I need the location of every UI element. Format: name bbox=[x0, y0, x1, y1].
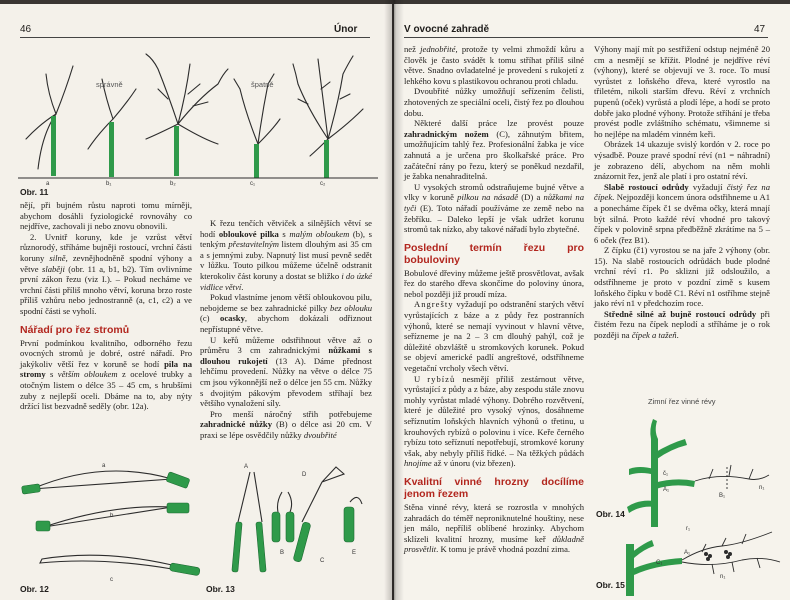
page-number: 47 bbox=[754, 24, 766, 35]
fig12-letter-b: b bbox=[110, 513, 114, 519]
fig14-label-c1: č₁ bbox=[663, 471, 669, 477]
fig13-letter-A: A bbox=[244, 464, 249, 470]
page-number: 46 bbox=[20, 24, 32, 35]
paragraph: 2. Uvnitř koruny, kde je vzrůst větví různorodý, stříháme bujněji rostoucí, vrchní části koruny silně, zevnějhodněně spodní výhony a větve slaběji (obr. 11 a, b1, b2). Tím ovlivníme první zákon řezu (viz I.). – Pokud necháme ve vrchní části příliš mnoho větví, koruna brzo roste příliš vzhůru nebo jednostranně (a, c1, c2) a ve spodní části se vyholí. bbox=[20, 231, 192, 316]
fig14-label-n1: n₁ bbox=[759, 485, 765, 491]
fig15-label-A1: A₁ bbox=[684, 550, 691, 556]
figure-14-vine bbox=[609, 409, 779, 529]
left-col-1 bbox=[20, 200, 192, 412]
fig15-label-n1: n₁ bbox=[720, 574, 726, 580]
fig13-letter-B: B bbox=[280, 550, 285, 556]
paragraph: Výhony mají mít po sestřižení odstup nejméně 20 cm a nesmějí se křížit. Plodné je nejdříve réví (výhony), které se objevují ve 3. roce. To musí vyrůstet z loňského dřeva, které vyrostlo na třiletém, nikoli starším dřevu. Réví z vrchních pupenů (oček) vyrůstá a plodí lépe, a hodí se proto dobře jako plodné výhony. Protože stříhání je třeba provést podle zvláštního schématu, všimneme si ho nejlépe na mladém vinném keři. bbox=[594, 44, 770, 139]
book-gutter-shadow bbox=[384, 0, 404, 600]
paragraph: Pro menší náročný střih potřebujeme zahradnické nůžky (B) o délce asi 20 cm. V praxi se lépe osvědčily nůžky dvoubřité bbox=[200, 408, 372, 440]
fig14-label-B1: B₁ bbox=[719, 493, 726, 499]
label-spravne: správně bbox=[96, 80, 123, 89]
running-head: Únor bbox=[334, 24, 358, 35]
fig11-letter-a: a bbox=[46, 181, 50, 187]
paragraph: U vysokých stromů odstraňujeme bujné větve a vlky v koruně pilkou na násadě (D) a nůžkami na tyči (E). Toto nářadí používáme ze země nebo na žebříku. – Daleko lepší je však udržet korunu stromů tak nízko, aby takové nářadí bylo zbytečné. bbox=[404, 181, 585, 235]
paragraph: než jednobřité, protože ty velmi zhmoždí kůru a člověk je často svádět k tomu stříhat příliš silné větve. Snadno ovladatelné je provedení s rukojetí z lehkého kovu s plastikovou ochranou proti chladu. bbox=[404, 44, 584, 86]
fig15-label-r1: r₁ bbox=[686, 526, 691, 532]
caption-fig15: Obr. 15 bbox=[596, 580, 625, 590]
paragraph: Dvoubřité nůžky umožňují seřízením čelisti, zhotovených ze speciální oceli, čistý řez po dlouhou dobu. bbox=[404, 86, 584, 118]
fig13-letter-C: C bbox=[320, 558, 325, 564]
fig13-letter-D: D bbox=[302, 472, 307, 478]
fig14-label-A1: A₁ bbox=[663, 487, 670, 493]
figure-13-pruners bbox=[232, 462, 367, 582]
paragraph: U keřů můžeme odstřihnout větve až o průměru 3 cm zahradnickými nůžkami s dlouhou rukojetí (13 A). Dáme přednost lehčímu provedení. Nůžky na větve o délce 75 cm jsou výkonnější než o délce jen 55 cm. Nůžky s dvojitým pákovým převodem stříhají bez většího vynaložení síly. bbox=[200, 334, 373, 409]
caption-fig12: Obr. 12 bbox=[20, 584, 49, 594]
heading-late-term: Poslední termín řezu pro bobuloviny bbox=[404, 241, 584, 266]
paragraph: U rybízů nesmějí příliš zestárnout větve, vyrůstající z půdy a z báze, aby zespodu stále znovu mohly vyrůstat mladé výhony. Dobrého rozvětvení, které je důležité pro vysoký výnos, dosáhneme seříznutím loňských hlavních výhonů o třetinu, u krouhových rybízů o polovinu i více. Keře černého rybízu toto seříznutí nepotřebují, stromkové koruny však, aby nebyly příliš řídké. – Na těžkých půdách hnojíme až v únoru (viz březen). bbox=[404, 373, 584, 469]
fig12-letter-c: c bbox=[110, 577, 113, 583]
left-page bbox=[0, 4, 392, 600]
paragraph: Z čípku (č1) vyrostou se na jaře 2 výhony (obr. 15). Na slabě rostoucích odrůdách bude plodné vrchní réví r1. Po sklizni již odsloužilo, a odstříhneme je proto v pozdní zimě s kusem loňského čípku v bodě C1. Réví n1 ostříhme stejně jako réví n1 v předchozím roce. bbox=[594, 245, 770, 309]
header-rule bbox=[404, 37, 768, 38]
heading-tools: Nářadí pro řez stromů bbox=[20, 323, 130, 336]
paragraph: Pokud vlastníme jenom větší obloukovou pilu, nebojdeme se bez zahradnické pilky bez oblouku (c) ocasky, abychom dokázali odřiznout nepřístupné větve. bbox=[200, 292, 373, 334]
figure-11-illustration bbox=[18, 44, 378, 187]
paragraph: Bobulové dřeviny můžeme ještě prosvětlovat, avšak řez do starého dřeva skončíme do poloviny února, nebol později již proudí míza. bbox=[404, 267, 584, 299]
right-page bbox=[394, 4, 790, 600]
paragraph: Slabě rostoucí odrůdy vyžadují čistý řez na čípek. Nejpozději koncem února odstřihneme u A1 a ponecháme čípek č1 se dvěma očky, která mnají být silná. Proto každé réví vhodné pro takový čípek v polovině srpna předběžně zkrátíme na 5 – 6 oček (řez B1). bbox=[594, 181, 770, 245]
caption-fig14: Obr. 14 bbox=[596, 509, 625, 519]
fig11-letter-c2: c₂ bbox=[320, 181, 326, 187]
fig11-letter-c1: c₁ bbox=[250, 181, 256, 187]
fig12-letter-a: a bbox=[102, 463, 106, 469]
heading-vine: Kvalitní vinné hrozny docílíme jenom řezem bbox=[404, 475, 584, 500]
paragraph: První podmínkou kvalitního, odborného řezu ovocných stromů je dobré, ostré nářadí. Pro jakýkoliv větší řez v koruně se hodí pila na stromy s větším obloukem z ocelové trubky a otočným listem o délce 35 – 45 cm, s hrubšími zuby z nejlepší oceli. Dbáme na to, aby nýty držící list bezvadně seděly (obr. 12a). bbox=[20, 337, 192, 412]
paragraph: Některé další práce lze provést pouze zahradnickým nožem (C), záhnutým břitem, umožňujícím tahlý řez. Profesionální žabka je více zahnutá a je určena pro školkařské práce. Pro začáteční rány po řezu, který se poněkud nezdařil, je žabka nenahraditelná. bbox=[404, 118, 584, 182]
label-spatne: špatně bbox=[251, 80, 274, 89]
figure-12-saws bbox=[22, 459, 202, 584]
right-col-1 bbox=[404, 44, 584, 555]
right-col-2 bbox=[594, 44, 770, 341]
paragraph: nějí, při bujném růstu naproti tomu mírněji, abychom dosáhli fyziologické rovnováhy co nejdříve, zachovali ji nebo znovu obnovili. bbox=[20, 200, 192, 232]
fig14-title: Zimní řez vinné révy bbox=[648, 397, 716, 406]
paragraph: Angrešty vyžadují po odstranění starých větví vyrůstajících z báze a z půdy řez postranních výhonů, které se nemají vyvinout v hlavní větve, seřízneme je na 2 – 3 cm dlouhý pahýl, což je důležité obzvláště u stromkových korunek. Pokud se objeví americké padlí angreštové, odstříhneme vegetační vrcholy všech větví. bbox=[404, 299, 584, 374]
fig15-label-C1: C₁ bbox=[656, 560, 663, 566]
paragraph: Obrázek 14 ukazuje svislý kordón v 2. roce po výsadbě. Pouze pravé spodní réví (n1 = náhradní) je zobrazeno délí, abychom na něm mohli znázornit řez, jenž ale platí i pro ostatní réví. bbox=[594, 139, 770, 182]
fig11-letter-b2: b₂ bbox=[170, 181, 176, 187]
paragraph: Středně silné až bujně rostoucí odrůdy při čistém řezu na čípek neplodí a stříháme je o rok později na čípek a tažeň. bbox=[594, 308, 770, 341]
caption-fig13: Obr. 13 bbox=[206, 584, 235, 594]
header-rule bbox=[20, 37, 370, 38]
fig11-letter-b1: b₁ bbox=[106, 181, 112, 187]
left-col-2 bbox=[200, 218, 372, 440]
paragraph: K řezu tenčích větviček a silnějších větví se hodí obloukové pilka s malým obloukem (b), s tenkým přestavitelným listem dlouhým asi 35 cm a s jemnými zuby. Napnutý list musí pevně sedět v lůžku. Touto pilkou můžeme účelně odstranit kterokoliv část koruny a dostat se bližko i do úzké vidlice větví. bbox=[200, 218, 372, 292]
running-head: V ovocné zahradě bbox=[404, 24, 490, 35]
fig13-letter-E: E bbox=[352, 550, 357, 556]
caption-fig11: Obr. 11 bbox=[20, 187, 49, 197]
figure-15-vine bbox=[622, 524, 782, 596]
paragraph: Stěna vinné révy, která se rozrostla v mnohých zahradách do téměř neproniknutelné houštiny, nese jen málo, nepříliš oblíbené hrozinky. Abychom sklízeli kvalitní hrozny, musíme keř důkladně prosvětlit. K tomu je právě vhodná pozdní zima. bbox=[404, 501, 584, 555]
